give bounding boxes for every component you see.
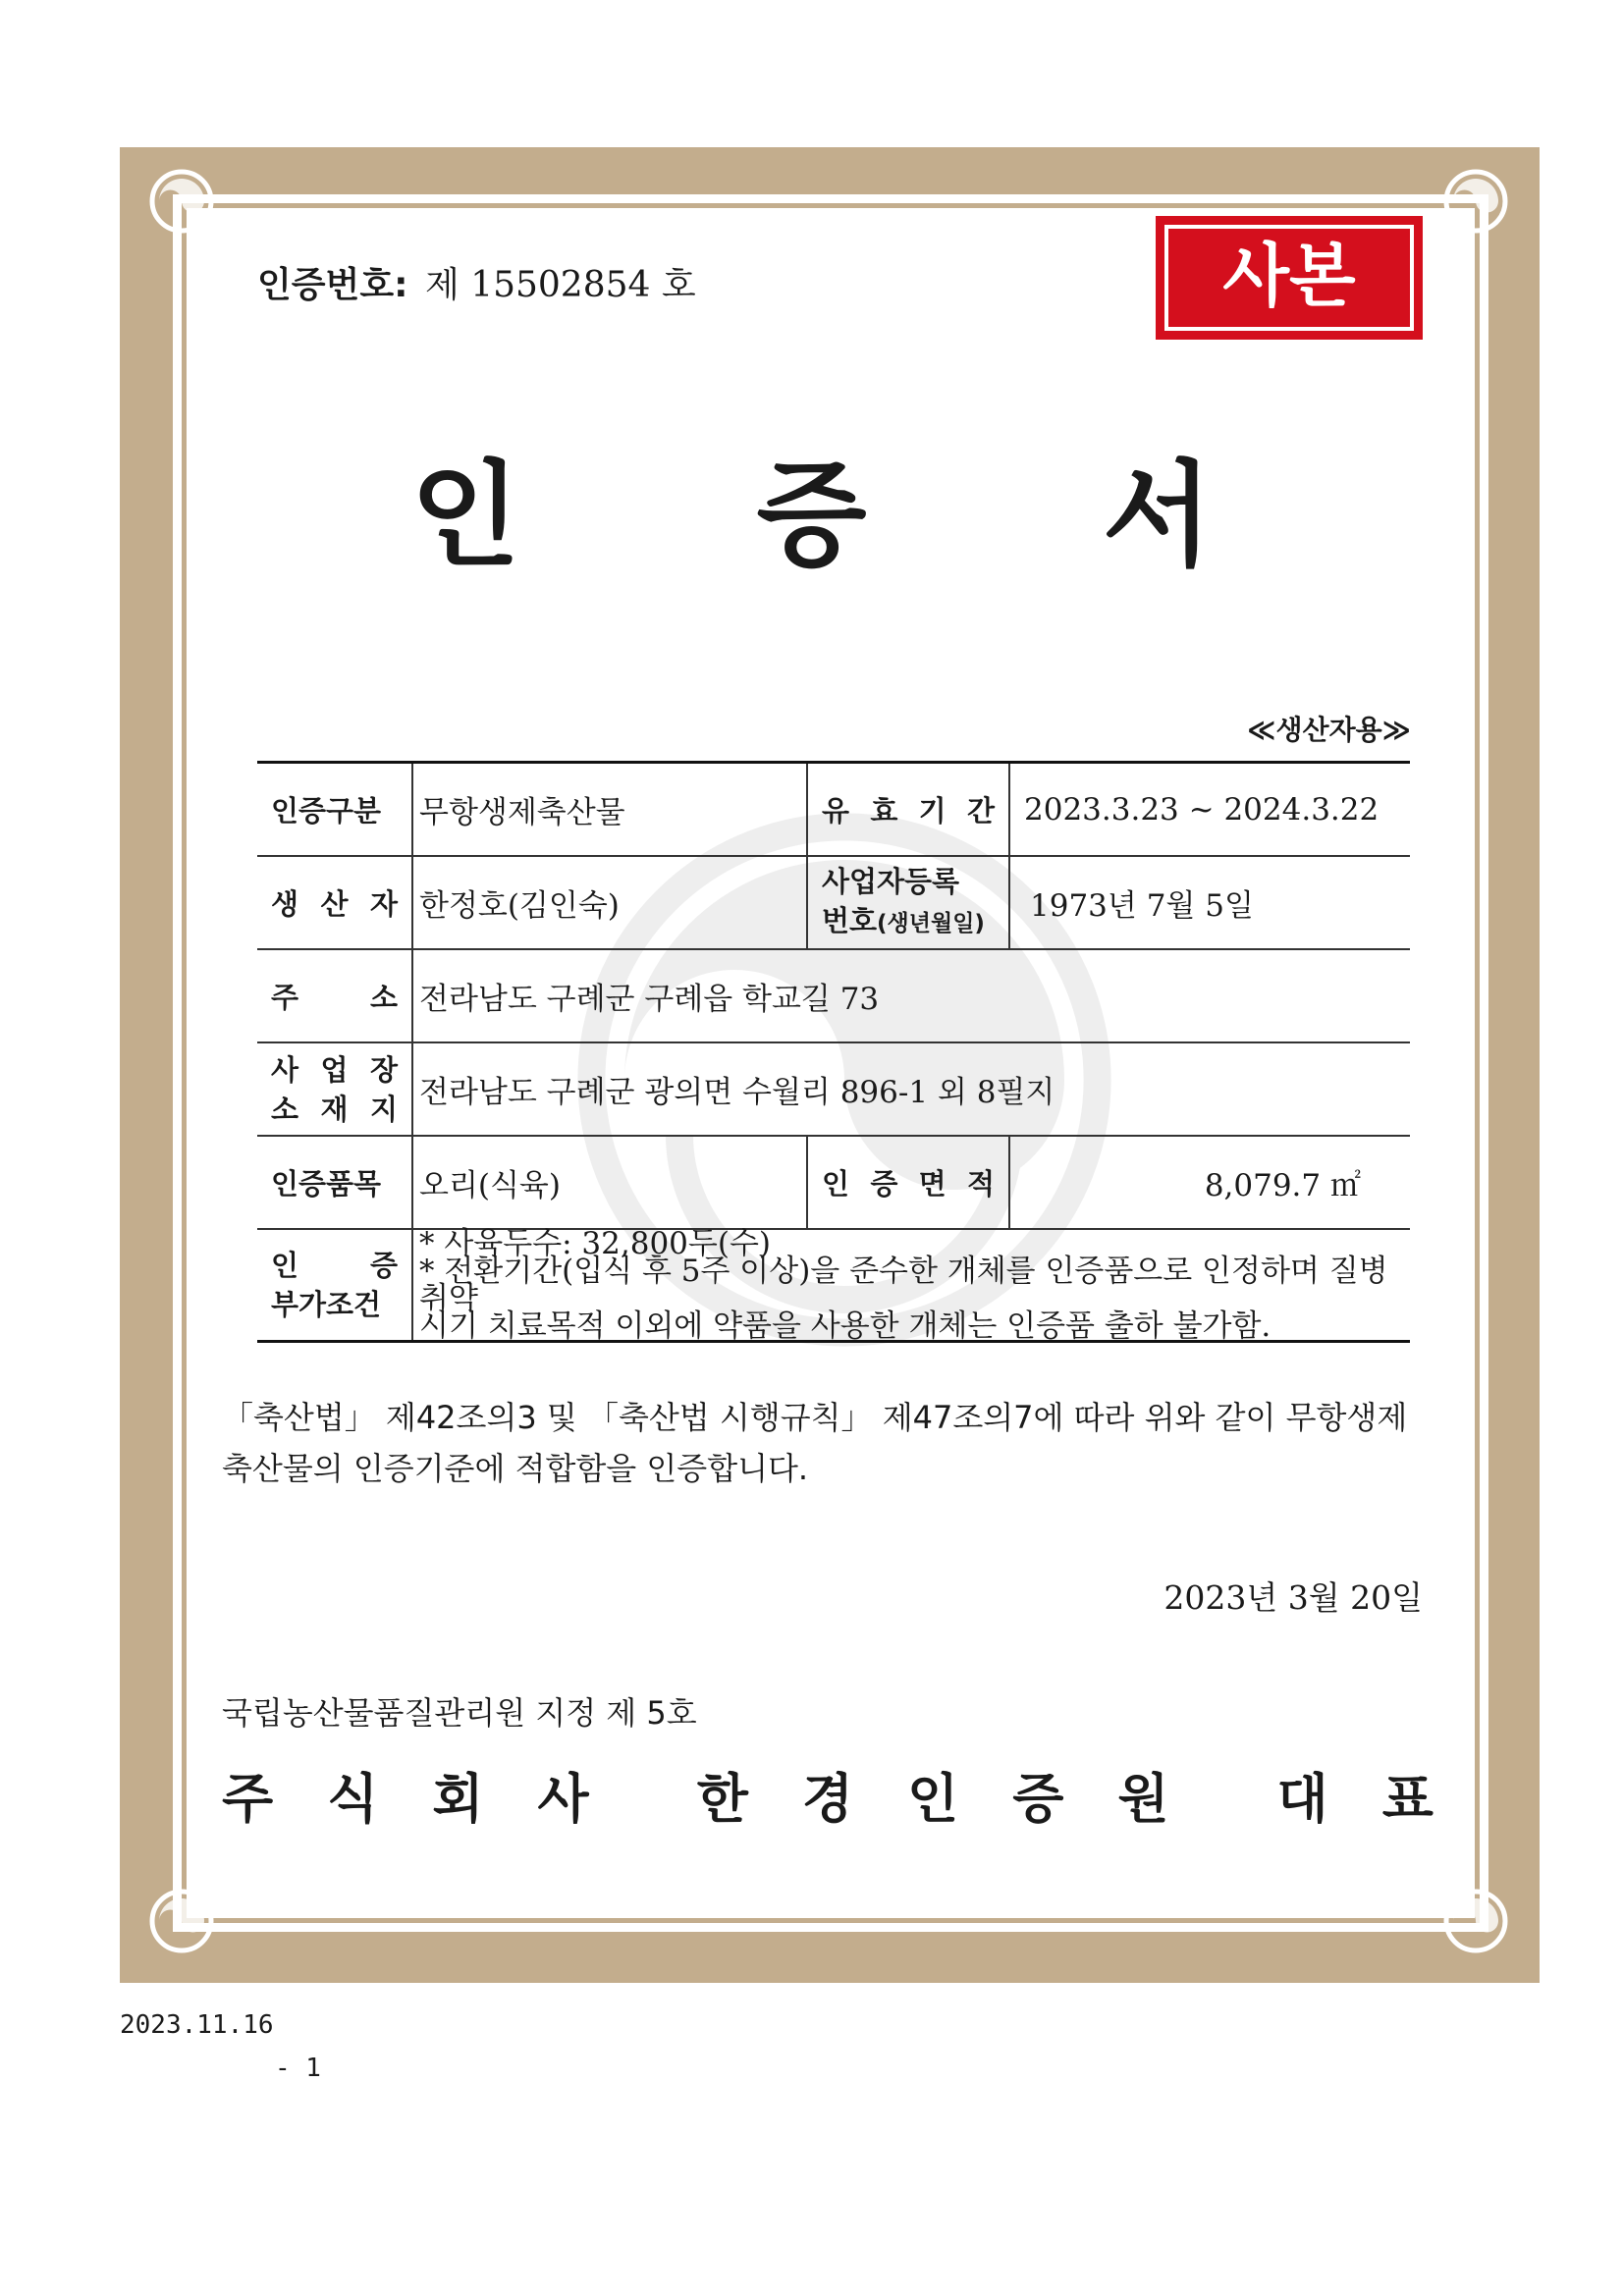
corner-ornament-icon xyxy=(147,167,216,236)
company-char: 경 xyxy=(801,1767,854,1830)
condition-label xyxy=(257,1229,412,1342)
bizreg-label-birth: (생년월일) xyxy=(877,911,985,936)
site-label xyxy=(257,1042,412,1136)
certificate-number-value: 제 15502854 호 xyxy=(424,265,696,305)
company-char: 주 xyxy=(222,1767,274,1830)
producer-label: 생 산 자 xyxy=(257,856,412,949)
certificate-number-label: 인증번호: xyxy=(257,265,408,305)
bizreg-label-number: 번호 xyxy=(822,904,878,937)
company-char: 표 xyxy=(1381,1767,1434,1830)
item-label: 인증품목 xyxy=(257,1136,412,1229)
bizreg-label-line1: 사업자등록 xyxy=(822,865,960,898)
corner-ornament-icon xyxy=(1441,167,1510,236)
cert-type-label: 인증구분 xyxy=(257,763,412,857)
print-date: 2023.11.16 xyxy=(120,2010,274,2040)
corner-ornament-icon xyxy=(147,1887,216,1955)
company-char: 인 xyxy=(907,1767,959,1830)
area-value: 8,079.7 ㎡ xyxy=(1009,1136,1410,1229)
company-char: 한 xyxy=(696,1767,748,1830)
condition-line: * 전환기간(입식 후 5주 이상)을 준수한 개체를 인증품으로 인정하며 질병취약 xyxy=(419,1254,1388,1316)
site-label-line2: 소 재 지 xyxy=(271,1092,398,1126)
table-row xyxy=(257,949,1410,1042)
validity-value: 2023.3.23 ~ 2024.3.22 xyxy=(1009,763,1410,857)
producer-value: 한정호(김인숙) xyxy=(412,856,807,949)
condition-line: * 사육두수: 32,800두(수) xyxy=(419,1226,771,1261)
condition-label-line2: 부가조건 xyxy=(271,1288,382,1321)
copy-stamp xyxy=(1156,216,1423,340)
condition-value xyxy=(412,1226,1410,1344)
company-char: 원 xyxy=(1117,1767,1169,1830)
condition-label-line1: 인 증 xyxy=(271,1249,398,1282)
item-value: 오리(식육) xyxy=(412,1136,807,1229)
table-row xyxy=(257,763,1410,857)
corner-ornament-icon xyxy=(1441,1887,1510,1955)
page-number: - 1 xyxy=(275,2054,321,2083)
address-value: 전라남도 구례군 구례읍 학교길 73 xyxy=(412,949,1410,1042)
table-row xyxy=(257,1229,1410,1342)
issue-date: 2023년 3월 20일 xyxy=(1163,1578,1423,1617)
table-row xyxy=(257,856,1410,949)
certificate-number xyxy=(257,257,696,307)
certification-statement: 「축산법」 제42조의3 및 「축산법 시행규칙」 제47조의7에 따라 위와 같이 무항생제축산물의 인증기준에 적합함을 인증합니다. xyxy=(222,1399,1408,1487)
cert-type-value: 무항생제축산물 xyxy=(412,763,807,857)
table-row xyxy=(257,1042,1410,1136)
document-title: 인 증 서 xyxy=(410,450,1311,582)
company-char: 식 xyxy=(327,1767,379,1830)
designation-text: 국립농산물품질관리원 지정 제 5호 xyxy=(222,1694,697,1732)
certificate-info-table xyxy=(257,761,1410,1343)
issuer-company xyxy=(222,1757,1434,1833)
company-char: 대 xyxy=(1276,1767,1328,1830)
bizreg-label xyxy=(807,856,1009,949)
area-label: 인 증 면 적 xyxy=(807,1136,1009,1229)
site-label-line1: 사 업 장 xyxy=(271,1052,398,1087)
bizreg-label-line2 xyxy=(822,901,995,943)
validity-label: 유 효 기 간 xyxy=(807,763,1009,857)
condition-line: 시기 치료목적 이외에 약품을 사용한 개체는 인증품 출하 불가함. xyxy=(419,1308,1271,1344)
bizreg-value: 1973년 7월 5일 xyxy=(1009,856,1410,949)
certificate-subtype: ≪생산자용≫ xyxy=(1247,714,1411,746)
company-char: 회 xyxy=(432,1767,484,1830)
copy-stamp-text: 사본 xyxy=(1164,225,1414,331)
company-char: 사 xyxy=(537,1767,589,1830)
company-char: 증 xyxy=(1012,1767,1064,1830)
site-value: 전라남도 구례군 광의면 수월리 896-1 외 8필지 xyxy=(412,1042,1410,1136)
address-label: 주 소 xyxy=(257,949,412,1042)
table-row xyxy=(257,1136,1410,1229)
